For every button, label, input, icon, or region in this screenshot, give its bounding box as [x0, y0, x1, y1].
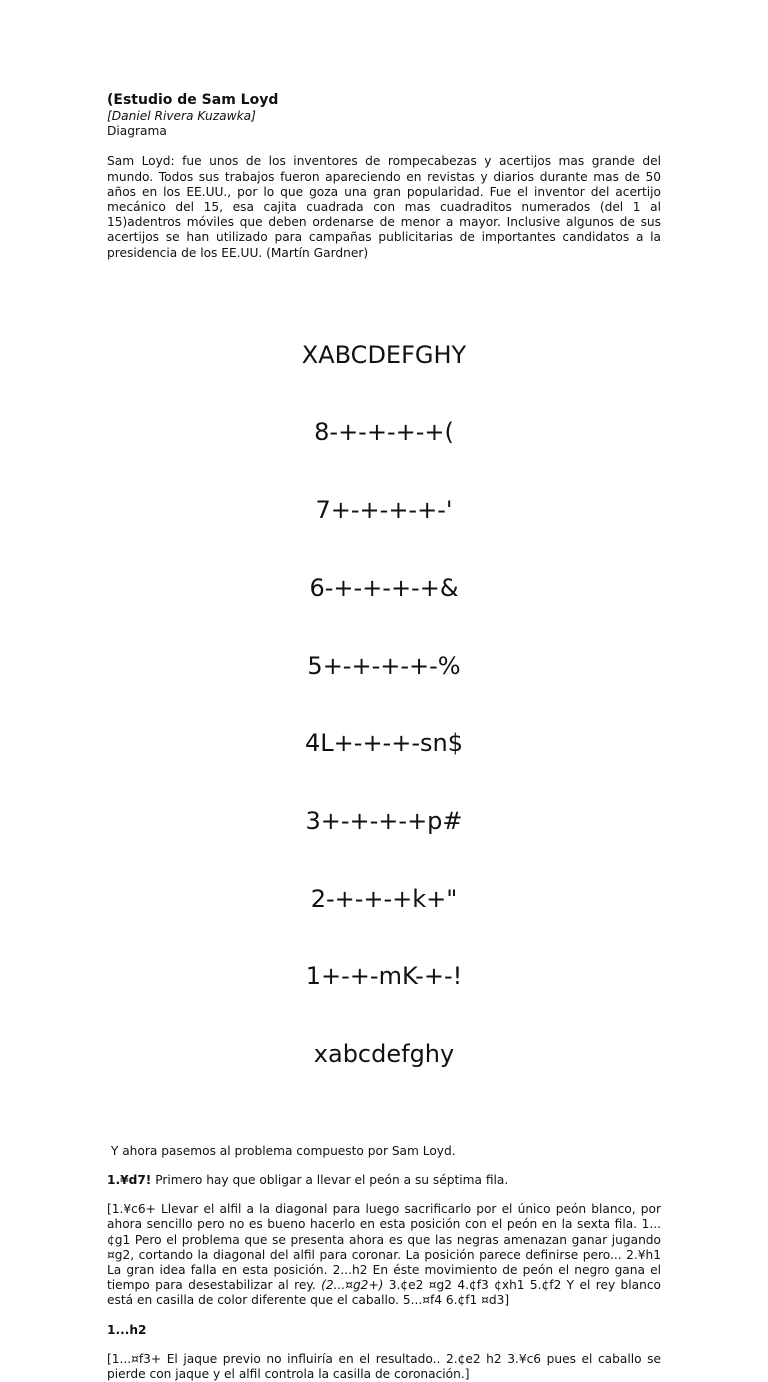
board-line: 1+-+-mK-+-! — [305, 962, 463, 991]
board-line: 4L+-+-+-sn$ — [305, 729, 463, 758]
board-line: 8-+-+-+-+( — [314, 418, 454, 447]
document-title: (Estudio de Sam Loyd — [107, 92, 279, 108]
move-1-paragraph — [107, 1173, 661, 1188]
problem-intro: Y ahora pasemos al problema compuesto por Sam Loyd. — [107, 1143, 456, 1158]
board-line: XABCDEFGHY — [301, 340, 467, 369]
variation-2-paragraph: [1...¤f3+ El jaque previo no influiría en el resultado.. 2.¢e2 h2 3.¥c6 pues el caballo se pierde con jaque y el alfil controla la casilla de coronación.] — [107, 1351, 661, 1382]
move-1-comment: Primero hay que obligar a llevar el peón a su séptima fila. — [151, 1173, 509, 1188]
board-line: 6-+-+-+-+& — [309, 573, 459, 602]
board-line: 3+-+-+-+p# — [305, 806, 463, 835]
move-1-notation: 1.¥d7! — [107, 1173, 152, 1188]
variation-1-text-a: [1.¥c6+ Llevar el alfil a la diagonal para luego sacrificarlo por el único peón blanco, por ahora sencillo pero no es bueno hacerlo en esta posición con el peón en la sexta fila. 1...¢g1 Pero el problema que se presenta ahora es que las negras amenazan ganar jugando ¤g2, cortando la diagonal del alfil para coronar. La posición parece definirse pero... 2.¥h1 La gran idea falla en esta posición. 2...h2 En éste movimiento de peón el negro gana el tiempo para desestabilizar al rey. — [107, 1202, 661, 1293]
intro-paragraph: Sam Loyd: fue unos de los inventores de rompecabezas y acertijos mas grande del mundo. Todos sus trabajos fueron apareciendo en revistas y diarios durante mas de 50 años en los EE.UU., por lo que goza una gran popularidad. Fue el inventor del acertijo mecánico del 15, esa cajita cuadrada con mas cuadraditos numerados (del 1 al 15)adentros móviles que deben ordenarse de menor a mayor. Inclusive algunos de sus acertijos se han utilizado para campañas publicitarias de importantes candidatos a la presidencia de los EE.UU. (Martín Gardner) — [107, 154, 661, 260]
variation-1-italic: (2...¤g2+) — [321, 1278, 384, 1293]
diagram-label: Diagrama — [107, 124, 167, 139]
board-line: 7+-+-+-+-' — [315, 496, 453, 525]
board-line: 5+-+-+-+-% — [307, 651, 461, 680]
move-1-reply: 1...h2 — [107, 1322, 147, 1337]
variation-1-text-b: 3.¢e2 ¤g2 4.¢f3 ¢xh1 5.¢f2 Y el rey blanco está en casilla de color diferente que el caballo. 5...¤f4 6.¢f1 ¤d3] — [107, 1278, 661, 1308]
document-page — [107, 92, 661, 1382]
author-line: [Daniel Rivera Kuzawka] — [107, 109, 256, 123]
chess-diagram — [107, 291, 661, 1120]
board-line: xabcdefghy — [313, 1040, 455, 1069]
board-line: 2-+-+-+k+" — [310, 884, 458, 913]
variation-1-paragraph — [107, 1202, 661, 1308]
